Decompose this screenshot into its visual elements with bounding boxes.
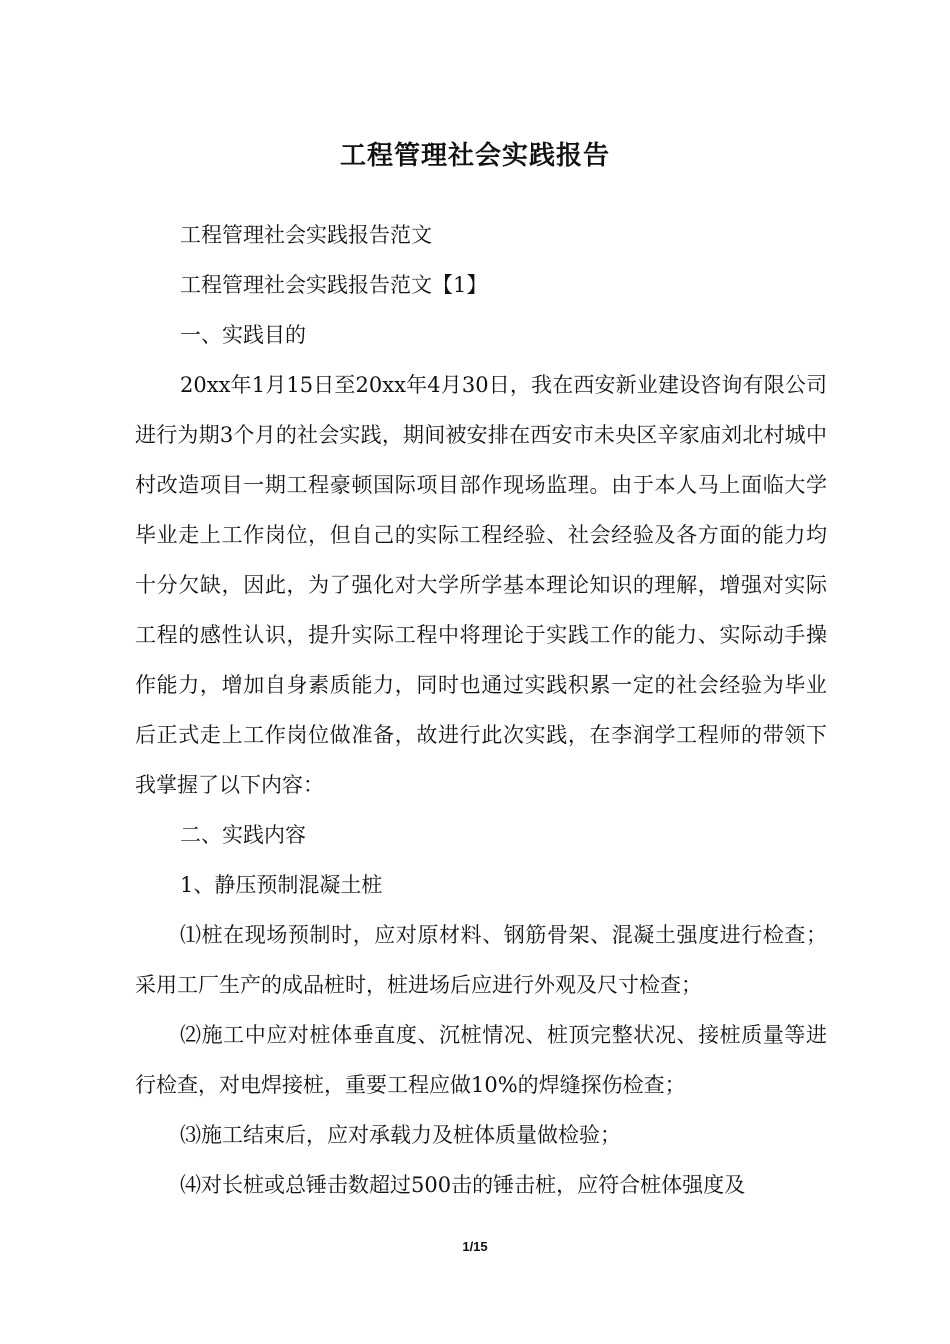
paragraph-subtitle: 工程管理社会实践报告范文 [180,223,432,247]
paragraph-heading-purpose: 一、实践目的 [180,323,306,347]
paragraph-point-2: ⑵施工中应对桩体垂直度、沉桩情况、桩顶完整状况、接桩质量等进行检查，对电焊接桩，重要工程应做10%的焊缝探伤检查； [135,1023,827,1097]
paragraph-purpose-body: 20xx年1月15日至20xx年4月30日，我在西安新业建设咨询有限公司进行为期3个月的社会实践，期间被安排在西安市未央区辛家庙刘北村城中村改造项目一期工程豪顿国际项目部作现场监理。由于本人马上面临大学毕业走上工作岗位，但自己的实际工程经验、社会经验及各方面的能力均十分欠缺，因此，为了强化对大学所学基本理论知识的理解，增强对实际工程的感性认识，提升实际工程中将理论于实践工作的能力、实际动手操作能力，增加自身素质能力，同时也通过实践积累一定的社会经验为毕业后正式走上工作岗位做准备，故进行此次实践，在李润学工程师的带领下我掌握了以下内容： [135,373,827,797]
paragraph-point-3: ⑶施工结束后，应对承载力及桩体质量做检验； [180,1123,621,1147]
paragraph-section-heading: 工程管理社会实践报告范文【1】 [180,273,488,297]
paragraph-item-1: 1、静压预制混凝土桩 [180,873,383,897]
paragraph-point-1: ⑴桩在现场预制时，应对原材料、钢筋骨架、混凝土强度进行检查；采用工厂生产的成品桩时，桩进场后应进行外观及尺寸检查； [135,923,827,997]
page-number: 1/15 [462,1239,488,1254]
paragraph-point-4: ⑷对长桩或总锤击数超过500击的锤击桩，应符合桩体强度及 [180,1173,746,1197]
document-body [135,210,827,1210]
document-title: 工程管理社会实践报告 [339,141,610,171]
paragraph-heading-content: 二、实践内容 [180,823,306,847]
